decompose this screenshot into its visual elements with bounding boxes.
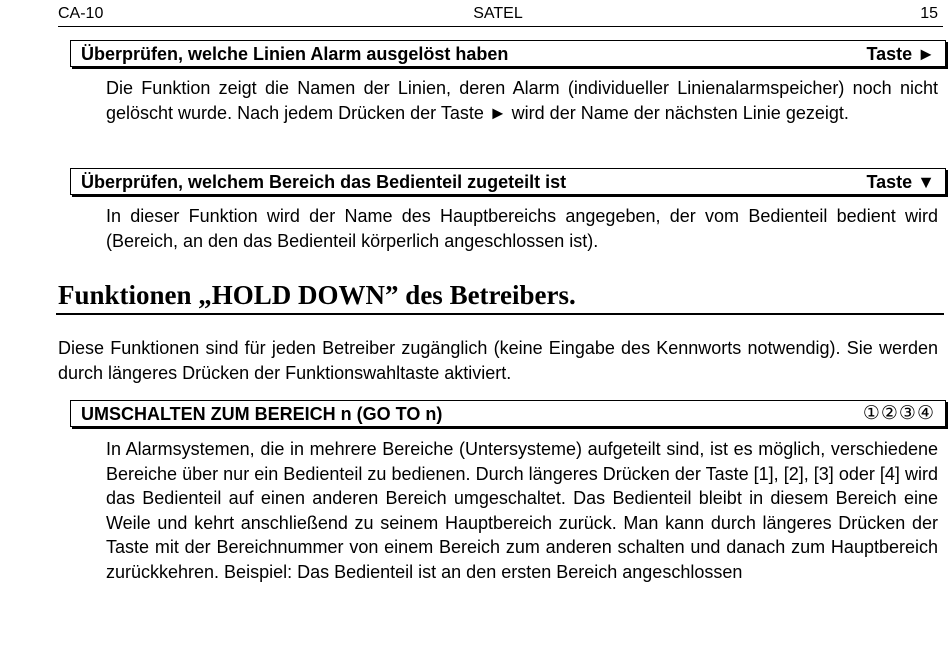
brand-name: SATEL bbox=[473, 5, 523, 22]
section-title: UMSCHALTEN ZUM BEREICH n (GO TO n) bbox=[81, 404, 443, 424]
section-text-check-zones: Die Funktion zeigt die Namen der Linien, deren Alarm (individueller Linienalarmspeicher) noch nicht gelöscht wurde. Nach jedem Drücken der Taste ► wird der Name der nächsten Linie gezeigt. bbox=[106, 78, 938, 123]
section-text-check-partition: In dieser Funktion wird der Name des Hauptbereichs angegeben, der vom Bedienteil bedient wird (Bereich, an den das Bedienteil körperlich angeschlossen ist). bbox=[106, 206, 938, 251]
section-heading-hold-down: Funktionen „HOLD DOWN” des Betreibers. bbox=[58, 280, 576, 310]
hold-down-intro: Diese Funktionen sind für jeden Betreiber zugänglich (keine Eingabe des Kennworts notwendig). Sie werden durch längeres Drücken der Funktionswahltaste aktiviert. bbox=[58, 338, 938, 383]
key-label: Taste ▼ bbox=[866, 172, 935, 192]
section-box-check-zones bbox=[70, 40, 946, 67]
section-title: Überprüfen, welche Linien Alarm ausgelöst haben bbox=[81, 44, 509, 64]
section-box-goto bbox=[70, 400, 946, 427]
section-text-goto: In Alarmsystemen, die in mehrere Bereiche (Untersysteme) aufgeteilt sind, ist es möglich, verschiedene Bereiche über nur ein Bedienteil zu bedienen. Durch längeres Drücken der Taste [1], [2], [3] oder [4] wird das Bedienteil auf einen anderen Bereich umgeschaltet. Das Bedienteil bleibt in diesem Bereich eine Weile und kehrt anschließend zu seinem Hauptbereich zurück. Man kann durch längeres Drücken der Taste mit der Bereichnummer von einem Bereich zum anderen schalten und danach zum Hauptbereich zurückkehren. Beispiel: Das Bedienteil ist an den ersten Bereich angeschlossen bbox=[106, 439, 938, 582]
key-label: Taste ► bbox=[866, 44, 935, 64]
heading-divider bbox=[56, 313, 944, 315]
page-number: 15 bbox=[920, 5, 938, 22]
section-box-check-partition bbox=[70, 168, 946, 195]
document-code: CA-10 bbox=[58, 5, 104, 22]
header-divider bbox=[58, 26, 943, 27]
section-title: Überprüfen, welchem Bereich das Bedienteil zugeteilt ist bbox=[81, 172, 567, 192]
key-digits: ①②③④ bbox=[862, 403, 935, 424]
page-header bbox=[58, 4, 938, 24]
